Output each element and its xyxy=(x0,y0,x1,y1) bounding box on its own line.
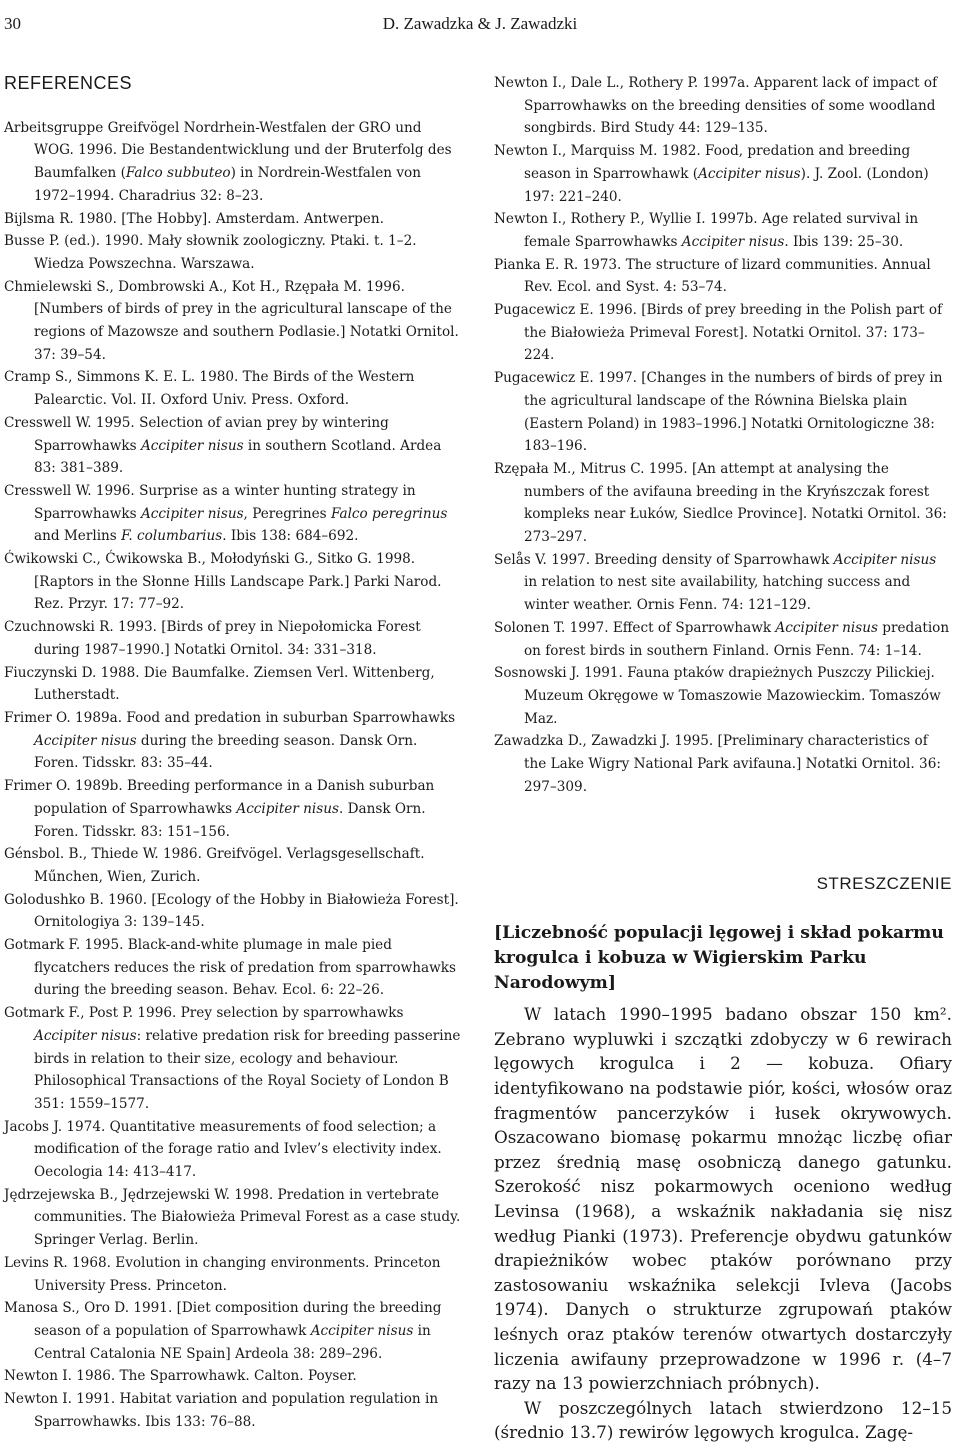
reference-entry xyxy=(494,367,952,458)
reference-text: Newton I., Dale L., Rothery P. 1997a. Apparent lack of impact of Sparrowhawks on the breeding densities of some woodland songbirds. Bird Study 44: 129–135. xyxy=(494,75,938,137)
species-name: Accipiter nisus xyxy=(140,505,244,522)
species-name: Falco subbuteo xyxy=(125,165,231,182)
reference-text: Pugacewicz E. 1996. [Birds of prey breeding in the Polish part of the Białowieża Primeval Forest]. Notatki Ornitol. 37: 173–224. xyxy=(494,302,943,364)
reference-text: Levins R. 1968. Evolution in changing environments. Princeton University Press. Princeton. xyxy=(4,1254,441,1294)
reference-text: Frimer O. 1989a. Food and predation in suburban Sparrowhawks xyxy=(4,709,456,726)
reference-entry xyxy=(4,1252,462,1297)
reference-text: . Ibis 138: 684–692. xyxy=(222,528,359,545)
species-name: Accipiter nisus xyxy=(140,437,244,454)
species-name: Accipiter nisus xyxy=(681,233,785,250)
reference-text: in relation to nest site availability, hatching success and winter weather. Ornis Fenn. 74: 121–129. xyxy=(524,574,911,614)
reference-text: Newton I. 1991. Habitat variation and population regulation in Sparrowhawks. Ibis 133: 76–88. xyxy=(4,1391,439,1430)
reference-entry xyxy=(494,458,952,549)
reference-entry xyxy=(4,707,462,775)
species-name: Accipiter nisus xyxy=(34,732,137,749)
reference-entry xyxy=(4,1184,462,1252)
reference-entry xyxy=(4,1116,462,1184)
reference-text: Bijlsma R. 1980. [The Hobby]. Amsterdam. Antwerpen. xyxy=(4,210,384,227)
reference-entry xyxy=(4,117,462,208)
reference-list xyxy=(4,117,462,1434)
reference-entry xyxy=(4,366,462,411)
species-name: Accipiter nisus xyxy=(236,800,339,817)
species-name: Accipiter nisus xyxy=(833,551,937,568)
reference-entry xyxy=(494,617,952,662)
page-header xyxy=(0,14,960,38)
reference-list-continued xyxy=(494,72,952,799)
reference-text: Pugacewicz E. 1997. [Changes in the numbers of birds of prey in the agricultural landscape of the Równina Bielska plain (Eastern Poland) in 1983–1996.] Notatki Ornitologiczne 38: 183–196. xyxy=(494,370,943,455)
reference-text: Newton I., Rothery P., Wyllie I. 1997b. Age related survival in female Sparrowhawks xyxy=(494,211,919,250)
reference-entry xyxy=(4,662,462,707)
reference-entry xyxy=(494,299,952,367)
reference-text: . Ibis 139: 25–30. xyxy=(784,233,904,250)
reference-text: Gotmark F., Post P. 1996. Prey selection by sparrowhawks xyxy=(4,1005,404,1022)
summary-heading: STRESZCZENIE xyxy=(816,873,952,893)
reference-entry xyxy=(494,549,952,617)
species-name: Accipiter nisus xyxy=(310,1322,414,1339)
reference-entry xyxy=(4,480,462,548)
reference-text: ) in Nordrein-Westfalen von 1972–1994. Charadrius 32: 8–23. xyxy=(34,165,421,204)
reference-text: Cresswell W. 1996. Surprise as a winter hunting strategy in Sparrowhawks xyxy=(4,482,416,522)
reference-text: Newton I. 1986. The Sparrowhawk. Calton. Poyser. xyxy=(4,1368,357,1385)
reference-entry xyxy=(4,1002,462,1116)
summary-paragraph: W latach 1990–1995 badano obszar 150 km². Zebrano wypluwki i szczątki zdobyczy w 6 rewirach lęgowych krogulca i 2 — kobuza. Ofiary identyfikowano na podstawie piór, kości, włosów oraz fragmentów pancerzyków i łusek okrywowych. Oszacowano biomasę pokarmu mnożąc liczbę ofiar przez średnią masę osobniczą danego gatunku. Szerokość nisz pokarmowych oceniono według Levinsa (1968), a wskaźnik nakładania się nisz według Pianki (1973). Preferencje obydwu gatunków drapieżników wobec ptaków porównano przy zastosowaniu wskaźnika selekcji Ivleva (Jacobs 1974). Danych o strukturze zgrupowań ptaków leśnych oraz ptaków terenów otwartych dostarczyły liczenia awifauny przeprowadzone w 1996 r. (4–7 razy na 13 powierzchniach próbnych). xyxy=(494,1004,952,1394)
reference-text: and Merlins xyxy=(34,528,122,545)
reference-entry xyxy=(4,276,462,367)
reference-text: Golodushko B. 1960. [Ecology of the Hobby in Białowieża Forest]. Ornitologiya 3: 139–145. xyxy=(4,891,459,931)
reference-text: , Peregrines xyxy=(243,505,331,522)
reference-text: Génsbol. B., Thiede W. 1986. Greifvögel. Verlagsgesellschaft. Műnchen, Wien, Zurich. xyxy=(4,846,425,885)
reference-text: Ćwikowski C., Ćwikowska B., Mołodyński G., Sitko G. 1998. [Raptors in the Słonne Hills Landscape Park.] Parki Narod. Rez. Przyr. 17: 77–92. xyxy=(4,551,442,613)
reference-text: Chmielewski S., Dombrowski A., Kot H., Rzępała M. 1996. [Numbers of birds of prey in the agricultural lanscape of the regions of Mazowsze and southern Podlasie.] Notatki Ornitol. 37: 39–54. xyxy=(4,278,459,363)
reference-entry xyxy=(4,889,462,934)
left-column xyxy=(4,72,462,1433)
reference-text: Jędrzejewska B., Jędrzejewski W. 1998. Predation in vertebrate communities. The Białowieża Primeval Forest as a case study. Springer Verlag. Berlin. xyxy=(4,1186,461,1249)
species-name: Falco peregrinus xyxy=(330,505,448,522)
reference-text: Solonen T. 1997. Effect of Sparrowhawk xyxy=(494,619,776,636)
summary-title: [Liczebność populacji lęgowej i skład pokarmu krogulca i kobuza w Wigierskim Parku Narodowym] xyxy=(494,923,944,994)
reference-entry xyxy=(494,140,952,208)
reference-text: Pianka E. R. 1973. The structure of lizard communities. Annual Rev. Ecol. and Syst. 4: 53–74. xyxy=(494,256,931,296)
reference-text: predation on forest birds in southern Finland. Ornis Fenn. 74: 1–14. xyxy=(524,619,950,659)
reference-text: Cramp S., Simmons K. E. L. 1980. The Birds of the Western Palearctic. Vol. II. Oxford Univ. Press. Oxford. xyxy=(4,369,415,409)
reference-entry xyxy=(4,208,462,231)
reference-text: Sosnowski J. 1991. Fauna ptaków drapieżnych Puszczy Pilickiej. Muzeum Okręgowe w Tomaszowie Mazowieckim. Tomaszów Maz. xyxy=(494,665,941,727)
reference-text: Selås V. 1997. Breeding density of Sparrowhawk xyxy=(494,551,834,568)
reference-entry xyxy=(4,775,462,843)
reference-entry xyxy=(494,254,952,299)
reference-entry xyxy=(4,230,462,275)
summary-paragraph: W poszczególnych latach stwierdzono 12–15 (średnio 13.7) rewirów lęgowych krogulca. Zagę- xyxy=(494,1397,952,1443)
reference-text: Czuchnowski R. 1993. [Birds of prey in Niepołomicka Forest during 1987–1990.] Notatki Ornitol. 34: 331–318. xyxy=(4,619,421,658)
reference-text: ). J. Zool. (London) 197: 221–240. xyxy=(524,165,929,205)
reference-text: Gotmark F. 1995. Black-and-white plumage in male pied flycatchers reduces the risk of predation from sparrowhawks during the breeding season. Behav. Ecol. 6: 22–26. xyxy=(4,937,456,999)
reference-text: during the breeding season. Dansk Orn. Foren. Tidsskr. 83: 35–44. xyxy=(34,732,418,772)
reference-text: in southern Scotland. Ardea 83: 381–389. xyxy=(34,437,442,477)
reference-entry xyxy=(494,72,952,140)
reference-text: Frimer O. 1989b. Breeding performance in a Danish suburban population of Sparrowhawks xyxy=(4,778,435,817)
reference-text: : relative predation risk for breeding passerine birds in relation to their size, ecology and behaviour. Philosophical Transactions of the Royal Society of London B 351: 1559–1577. xyxy=(34,1027,461,1112)
reference-text: Busse P. (ed.). 1990. Mały słownik zoologiczny. Ptaki. t. 1–2. Wiedza Powszechna. Warszawa. xyxy=(4,233,417,272)
reference-entry xyxy=(494,662,952,730)
reference-entry xyxy=(4,843,462,888)
reference-entry xyxy=(494,730,952,798)
reference-text: in Central Catalonia NE Spain] Ardeola 38: 289–296. xyxy=(34,1322,431,1362)
reference-entry xyxy=(4,616,462,661)
species-name: Accipiter nisus xyxy=(698,165,801,182)
reference-entry xyxy=(4,412,462,480)
reference-text: Arbeitsgruppe Greifvögel Nordrhein-Westfalen der GRO und WOG. 1996. Die Bestandentwicklung und der Bruterfolg des Baumfalken ( xyxy=(4,119,452,182)
reference-text: Rzępała M., Mitrus C. 1995. [An attempt at analysing the numbers of the avifauna breeding in the Kryńszczak forest kompleks near Łuków, Siedlce Province]. Notatki Ornitol. 36: 273–297. xyxy=(494,460,947,546)
reference-entry xyxy=(4,1365,462,1388)
reference-text: Manosa S., Oro D. 1991. [Diet composition during the breeding season of a population of Sparrowhawk xyxy=(4,1300,442,1339)
reference-entry xyxy=(4,1297,462,1365)
reference-text: Zawadzka D., Zawadzki J. 1995. [Preliminary characteristics of the Lake Wigry National Park avifauna.] Notatki Ornitol. 36: 297–309. xyxy=(494,733,941,795)
reference-text: Fiuczynski D. 1988. Die Baumfalke. Ziemsen Verl. Wittenberg, Lutherstadt. xyxy=(4,664,435,704)
reference-text: Jacobs J. 1974. Quantitative measurements of food selection; a modification of the forage ratio and Ivlev’s electivity index. Oecologia 14: 413–417. xyxy=(4,1118,442,1181)
reference-entry xyxy=(4,934,462,1002)
reference-entry xyxy=(4,548,462,616)
reference-entry xyxy=(494,208,952,253)
right-column xyxy=(494,72,952,1445)
species-name: F. columbarius xyxy=(121,528,223,545)
reference-text: Newton I., Marquiss M. 1982. Food, predation and breeding season in Sparrowhawk ( xyxy=(494,143,911,182)
species-name: Accipiter nisus xyxy=(775,619,878,636)
references-title: REFERENCES xyxy=(4,73,133,93)
reference-entry xyxy=(4,1388,462,1433)
reference-text: . Dansk Orn. Foren. Tidsskr. 83: 151–156. xyxy=(34,800,426,840)
page-number: 30 xyxy=(4,14,21,33)
reference-text: Cresswell W. 1995. Selection of avian prey by wintering Sparrowhawks xyxy=(4,414,389,454)
species-name: Accipiter nisus xyxy=(34,1027,137,1044)
running-head: D. Zawadzka & J. Zawadzki xyxy=(382,14,578,33)
